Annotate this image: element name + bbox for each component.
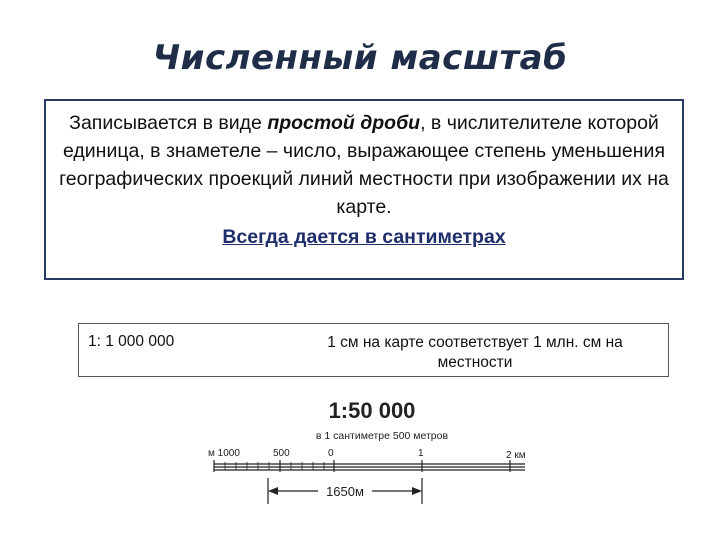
example-scale: 1: 1 000 000: [88, 333, 175, 350]
scale-bar: [214, 460, 525, 472]
scale-bar-figure: [200, 392, 550, 512]
definition-part-2: , в числителителе которой единица, в знаметеле – число, выражающее степень уменьшения географических проекций линий местности при изображении их на карте.: [59, 112, 669, 218]
definition-box: [44, 99, 684, 280]
scale-figure-caption: в 1 сантиметре 500 метров: [315, 430, 449, 442]
definition-note: Всегда дается в сантиметрах: [222, 226, 506, 248]
definition-part-1: Записывается в виде: [69, 112, 268, 134]
scale-tick-label-2km: 2 км: [506, 450, 526, 461]
definition-text: [46, 109, 682, 221]
example-explanation: 1 см на карте соответствует 1 млн. см на местности: [327, 334, 623, 371]
scale-tick-label-1: 1: [418, 448, 424, 459]
scale-figure-numeric: 1:50 000: [328, 398, 416, 423]
scale-tick-label-500: 500: [273, 448, 290, 459]
scale-tick-label-0: 0: [328, 448, 334, 459]
scale-tick-label-1000: м 1000: [208, 448, 240, 459]
slide-title: Численный масштаб: [152, 38, 568, 78]
definition-emphasis: простой дроби: [267, 112, 421, 134]
distance-label: 1650м: [326, 484, 364, 499]
example-table: [78, 323, 669, 377]
